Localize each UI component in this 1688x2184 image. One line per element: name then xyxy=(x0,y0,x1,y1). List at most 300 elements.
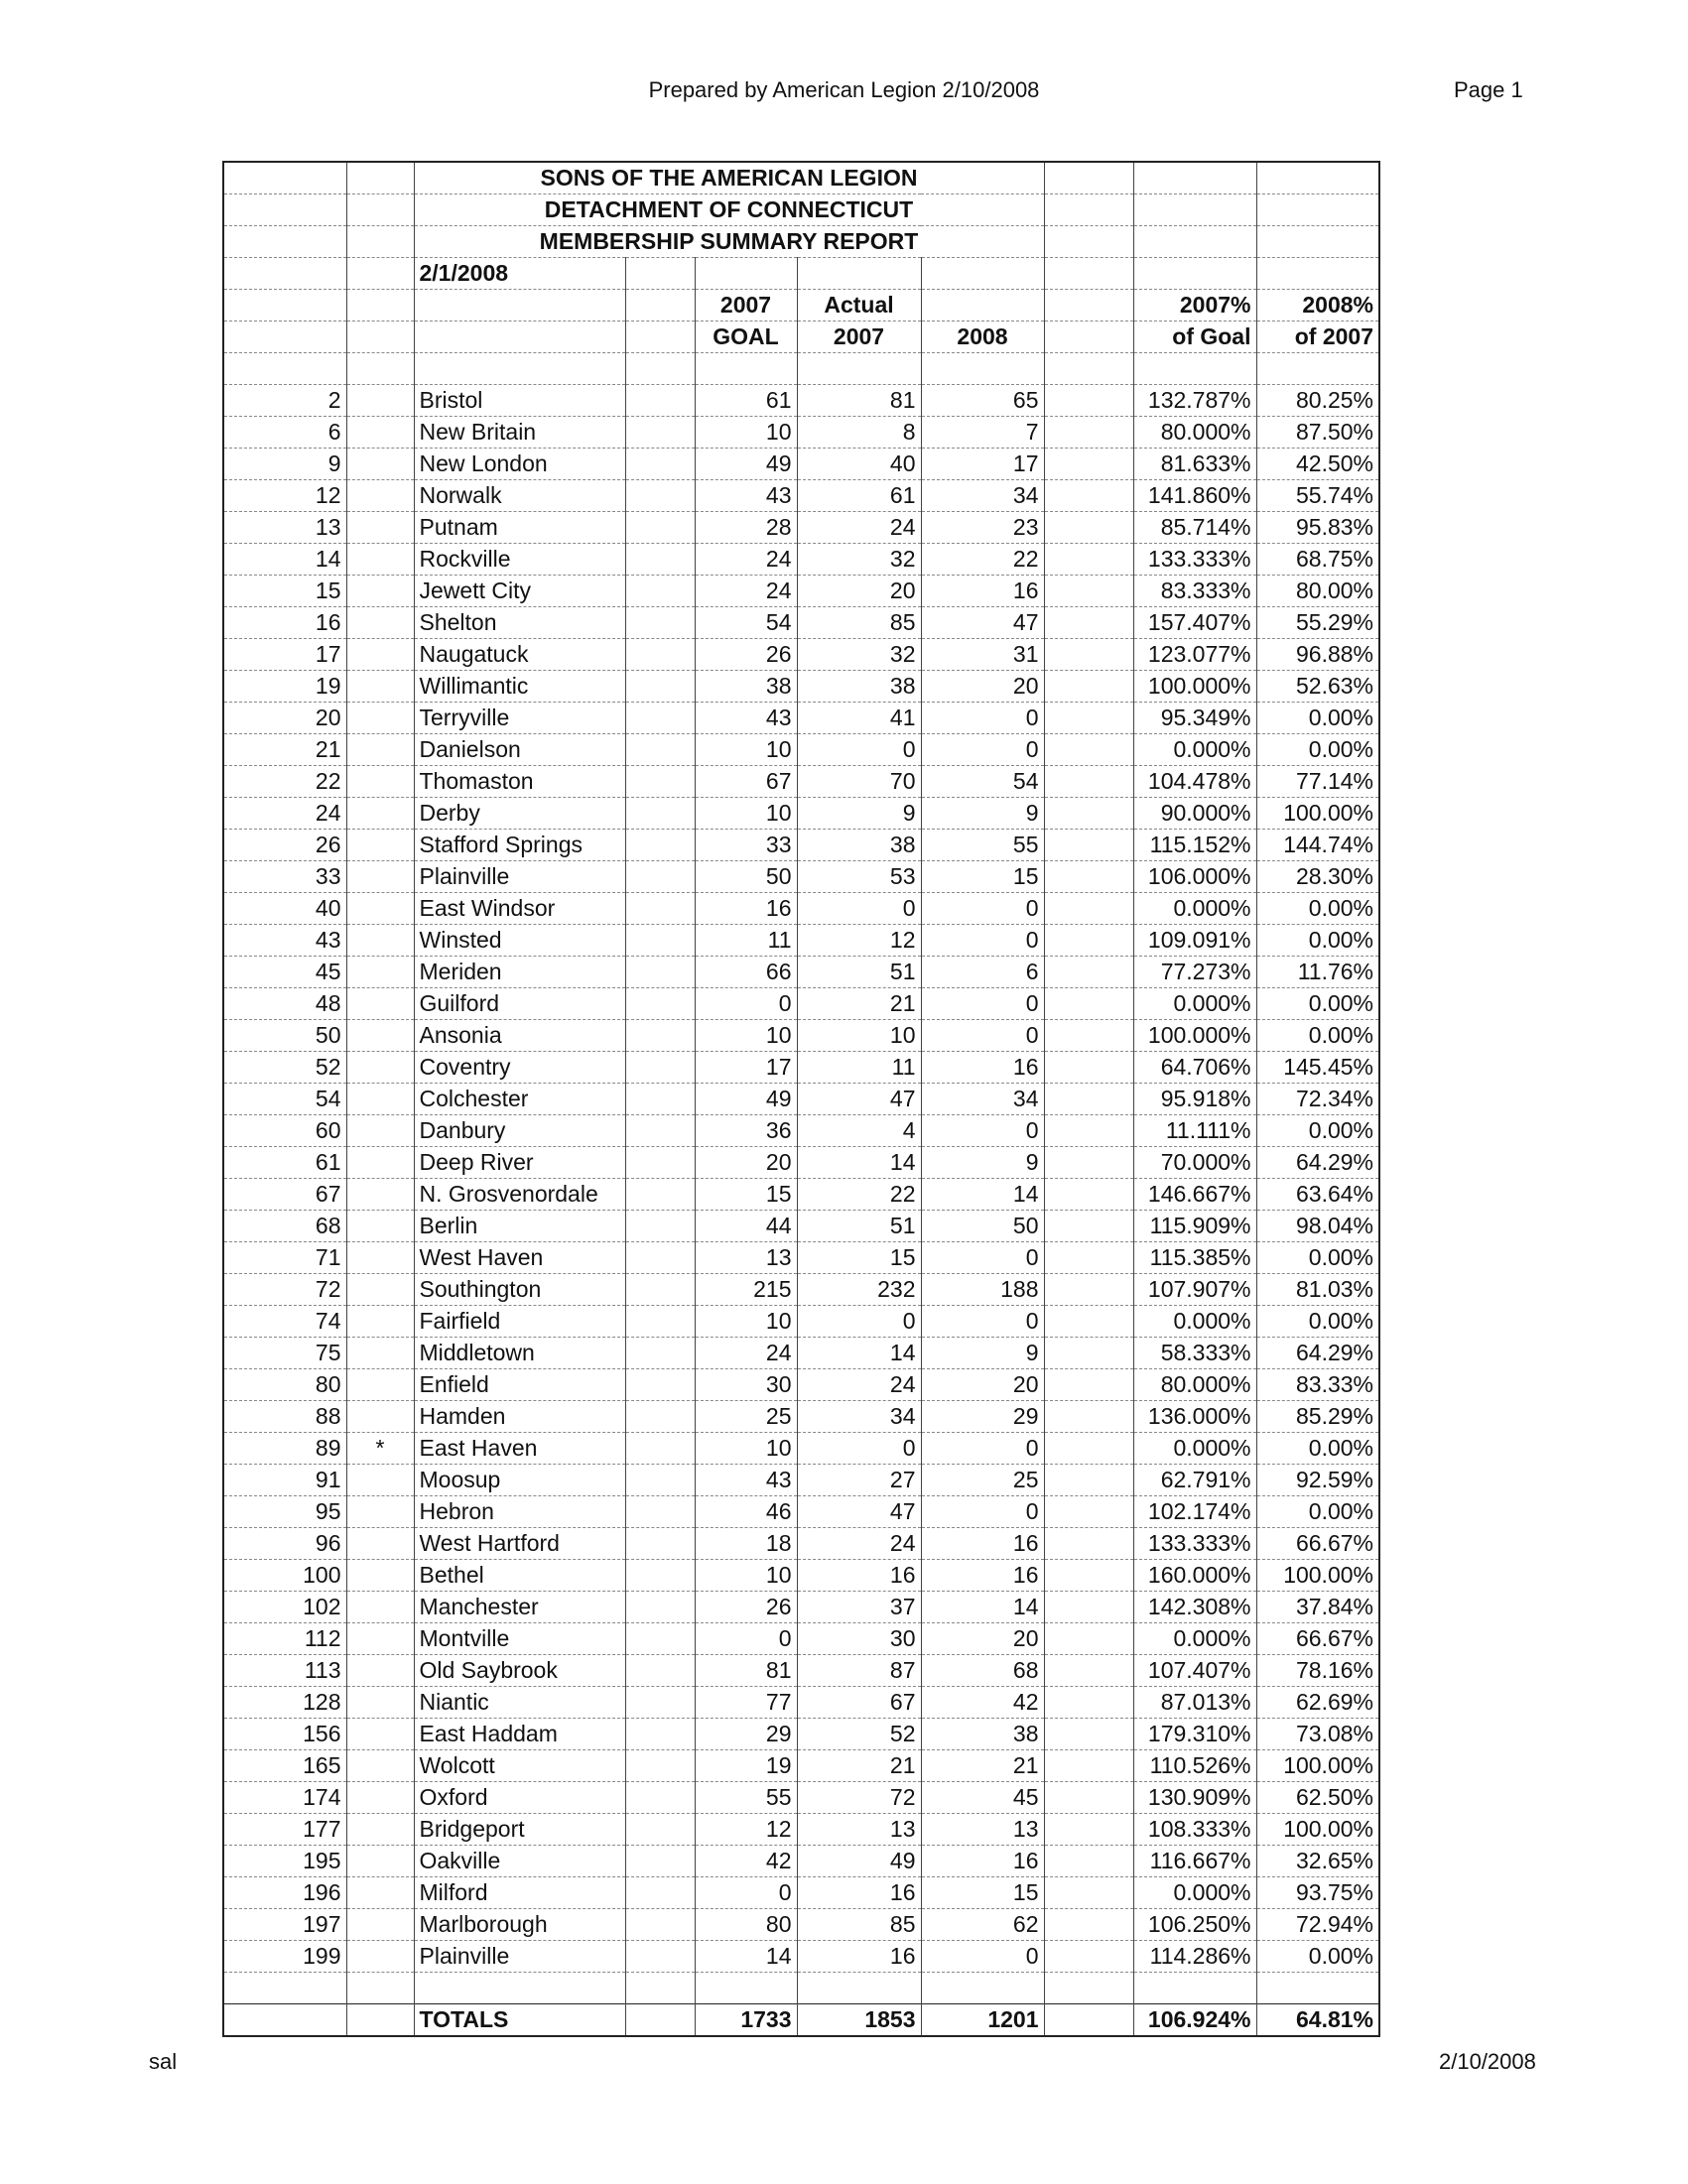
squadron-number: 16 xyxy=(223,607,346,639)
cell xyxy=(1044,1401,1133,1433)
cell xyxy=(1044,1052,1133,1084)
pct-of-goal-value: 141.860% xyxy=(1133,480,1256,512)
pct-of-2007-value: 100.00% xyxy=(1256,1750,1379,1782)
row-marker xyxy=(346,1560,414,1592)
members-2008-value: 15 xyxy=(921,861,1044,893)
squadron-number: 48 xyxy=(223,988,346,1020)
cell xyxy=(1044,576,1133,607)
cell xyxy=(625,417,695,449)
members-2008-value: 0 xyxy=(921,1020,1044,1052)
goal-2007-value: 12 xyxy=(695,1814,797,1846)
members-2008-value: 45 xyxy=(921,1782,1044,1814)
goal-2007-value: 10 xyxy=(695,1306,797,1338)
cell xyxy=(1044,925,1133,957)
table-row xyxy=(223,957,1379,988)
squadron-number: 26 xyxy=(223,830,346,861)
squadron-number: 128 xyxy=(223,1687,346,1719)
squadron-name: Derby xyxy=(414,798,625,830)
cell xyxy=(223,290,346,321)
table-row xyxy=(223,1242,1379,1274)
squadron-number: 15 xyxy=(223,576,346,607)
cell xyxy=(625,1719,695,1750)
table-row xyxy=(223,1846,1379,1877)
row-marker xyxy=(346,607,414,639)
cell xyxy=(346,226,414,258)
cell xyxy=(625,957,695,988)
goal-2007-value: 43 xyxy=(695,480,797,512)
row-marker xyxy=(346,766,414,798)
col-pct-goal-header: of Goal xyxy=(1133,321,1256,353)
pct-of-goal-value: 77.273% xyxy=(1133,957,1256,988)
pct-of-2007-value: 0.00% xyxy=(1256,1306,1379,1338)
pct-of-goal-value: 115.152% xyxy=(1133,830,1256,861)
table-row xyxy=(223,1147,1379,1179)
squadron-name: Danbury xyxy=(414,1115,625,1147)
pct-of-goal-value: 130.909% xyxy=(1133,1782,1256,1814)
members-2008-value: 20 xyxy=(921,1369,1044,1401)
members-2008-value: 55 xyxy=(921,830,1044,861)
cell xyxy=(1044,1687,1133,1719)
cell xyxy=(1133,226,1256,258)
cell xyxy=(625,1211,695,1242)
actual-2007-value: 0 xyxy=(797,1306,921,1338)
col-actual-header: Actual xyxy=(797,290,921,321)
cell xyxy=(625,639,695,671)
cell xyxy=(1044,639,1133,671)
goal-2007-value: 44 xyxy=(695,1211,797,1242)
cell xyxy=(1044,1655,1133,1687)
cell xyxy=(1133,353,1256,385)
goal-2007-value: 28 xyxy=(695,512,797,544)
row-marker xyxy=(346,1306,414,1338)
members-2008-value: 47 xyxy=(921,607,1044,639)
pct-of-goal-value: 58.333% xyxy=(1133,1338,1256,1369)
goal-2007-value: 25 xyxy=(695,1401,797,1433)
squadron-name: Bristol xyxy=(414,385,625,417)
goal-2007-value: 80 xyxy=(695,1909,797,1941)
spacer-row xyxy=(223,353,1379,385)
row-marker xyxy=(346,893,414,925)
row-marker xyxy=(346,1147,414,1179)
cell xyxy=(1044,1973,1133,2004)
row-marker xyxy=(346,1242,414,1274)
squadron-number: 96 xyxy=(223,1528,346,1560)
cell xyxy=(1044,2004,1133,2037)
table-row xyxy=(223,703,1379,734)
row-marker xyxy=(346,1846,414,1877)
actual-2007-value: 34 xyxy=(797,1401,921,1433)
table-row xyxy=(223,1782,1379,1814)
actual-2007-value: 37 xyxy=(797,1592,921,1623)
squadron-name: Winsted xyxy=(414,925,625,957)
cell xyxy=(625,1179,695,1211)
page-number: Page 1 xyxy=(1454,77,1523,102)
squadron-name: Deep River xyxy=(414,1147,625,1179)
cell xyxy=(625,766,695,798)
pct-of-2007-value: 0.00% xyxy=(1256,1242,1379,1274)
actual-2007-value: 53 xyxy=(797,861,921,893)
cell xyxy=(1044,512,1133,544)
actual-2007-value: 30 xyxy=(797,1623,921,1655)
goal-2007-value: 10 xyxy=(695,1433,797,1465)
actual-2007-value: 11 xyxy=(797,1052,921,1084)
squadron-number: 54 xyxy=(223,1084,346,1115)
row-marker: * xyxy=(346,1433,414,1465)
row-marker xyxy=(346,1369,414,1401)
cell xyxy=(223,1973,346,2004)
pct-of-goal-value: 132.787% xyxy=(1133,385,1256,417)
actual-2007-value: 21 xyxy=(797,988,921,1020)
actual-2007-value: 4 xyxy=(797,1115,921,1147)
members-2008-value: 25 xyxy=(921,1465,1044,1496)
goal-2007-value: 29 xyxy=(695,1719,797,1750)
squadron-name: Terryville xyxy=(414,703,625,734)
goal-2007-value: 42 xyxy=(695,1846,797,1877)
cell xyxy=(625,893,695,925)
cell xyxy=(797,353,921,385)
members-2008-value: 15 xyxy=(921,1877,1044,1909)
spacer-row xyxy=(223,1973,1379,2004)
squadron-name: Putnam xyxy=(414,512,625,544)
pct-of-2007-value: 64.29% xyxy=(1256,1338,1379,1369)
members-2008-value: 188 xyxy=(921,1274,1044,1306)
pct-of-2007-value: 0.00% xyxy=(1256,703,1379,734)
pct-of-goal-value: 142.308% xyxy=(1133,1592,1256,1623)
row-marker xyxy=(346,1592,414,1623)
members-2008-value: 14 xyxy=(921,1592,1044,1623)
squadron-number: 95 xyxy=(223,1496,346,1528)
goal-2007-value: 16 xyxy=(695,893,797,925)
cell xyxy=(1044,988,1133,1020)
squadron-name: N. Grosvenordale xyxy=(414,1179,625,1211)
goal-2007-value: 20 xyxy=(695,1147,797,1179)
squadron-name: Bridgeport xyxy=(414,1814,625,1846)
table-row xyxy=(223,1719,1379,1750)
squadron-name: Wolcott xyxy=(414,1750,625,1782)
total-actual-value: 1853 xyxy=(797,2004,921,2037)
pct-of-2007-value: 63.64% xyxy=(1256,1179,1379,1211)
pct-of-goal-value: 179.310% xyxy=(1133,1719,1256,1750)
members-2008-value: 17 xyxy=(921,449,1044,480)
actual-2007-value: 8 xyxy=(797,417,921,449)
cell xyxy=(1044,1750,1133,1782)
row-marker xyxy=(346,1941,414,1973)
cell xyxy=(1044,830,1133,861)
actual-2007-value: 51 xyxy=(797,957,921,988)
cell xyxy=(625,671,695,703)
pct-of-2007-value: 0.00% xyxy=(1256,1941,1379,1973)
cell xyxy=(625,321,695,353)
row-marker xyxy=(346,1401,414,1433)
pct-of-2007-value: 42.50% xyxy=(1256,449,1379,480)
cell xyxy=(625,544,695,576)
cell xyxy=(1044,703,1133,734)
squadron-name: Ansonia xyxy=(414,1020,625,1052)
cell xyxy=(625,258,695,290)
members-2008-value: 42 xyxy=(921,1687,1044,1719)
goal-2007-value: 19 xyxy=(695,1750,797,1782)
goal-2007-value: 43 xyxy=(695,1465,797,1496)
pct-of-2007-value: 80.00% xyxy=(1256,576,1379,607)
pct-of-2007-value: 72.34% xyxy=(1256,1084,1379,1115)
squadron-number: 67 xyxy=(223,1179,346,1211)
goal-2007-value: 14 xyxy=(695,1941,797,1973)
goal-2007-value: 0 xyxy=(695,988,797,1020)
members-2008-value: 0 xyxy=(921,1306,1044,1338)
pct-of-2007-value: 78.16% xyxy=(1256,1655,1379,1687)
squadron-number: 165 xyxy=(223,1750,346,1782)
table-row xyxy=(223,480,1379,512)
members-2008-value: 13 xyxy=(921,1814,1044,1846)
goal-2007-value: 0 xyxy=(695,1623,797,1655)
cell xyxy=(346,258,414,290)
squadron-number: 199 xyxy=(223,1941,346,1973)
cell xyxy=(625,703,695,734)
cell xyxy=(1044,957,1133,988)
cell xyxy=(223,162,346,194)
cell xyxy=(1256,1973,1379,2004)
members-2008-value: 50 xyxy=(921,1211,1044,1242)
pct-of-2007-value: 66.67% xyxy=(1256,1623,1379,1655)
cell xyxy=(625,1052,695,1084)
squadron-name: Hebron xyxy=(414,1496,625,1528)
pct-of-2007-value: 55.29% xyxy=(1256,607,1379,639)
table-row xyxy=(223,893,1379,925)
goal-2007-value: 55 xyxy=(695,1782,797,1814)
cell xyxy=(625,353,695,385)
cell xyxy=(223,258,346,290)
table-row xyxy=(223,1306,1379,1338)
squadron-number: 113 xyxy=(223,1655,346,1687)
table-row xyxy=(223,1115,1379,1147)
members-2008-value: 29 xyxy=(921,1401,1044,1433)
table-row xyxy=(223,1465,1379,1496)
cell xyxy=(625,1909,695,1941)
cell xyxy=(346,353,414,385)
row-marker xyxy=(346,1719,414,1750)
cell xyxy=(625,1814,695,1846)
members-2008-value: 0 xyxy=(921,703,1044,734)
members-2008-value: 34 xyxy=(921,480,1044,512)
goal-2007-value: 46 xyxy=(695,1496,797,1528)
squadron-name: Fairfield xyxy=(414,1306,625,1338)
pct-of-goal-value: 64.706% xyxy=(1133,1052,1256,1084)
pct-of-2007-value: 73.08% xyxy=(1256,1719,1379,1750)
pct-of-goal-value: 0.000% xyxy=(1133,734,1256,766)
squadron-number: 91 xyxy=(223,1465,346,1496)
cell xyxy=(1044,734,1133,766)
pct-of-goal-value: 100.000% xyxy=(1133,1020,1256,1052)
cell xyxy=(1256,353,1379,385)
members-2008-value: 23 xyxy=(921,512,1044,544)
cell xyxy=(625,385,695,417)
row-marker xyxy=(346,1909,414,1941)
goal-2007-value: 54 xyxy=(695,607,797,639)
row-marker xyxy=(346,449,414,480)
actual-2007-value: 49 xyxy=(797,1846,921,1877)
goal-2007-value: 67 xyxy=(695,766,797,798)
pct-of-goal-value: 133.333% xyxy=(1133,1528,1256,1560)
pct-of-goal-value: 160.000% xyxy=(1133,1560,1256,1592)
cell xyxy=(1044,861,1133,893)
actual-2007-value: 41 xyxy=(797,703,921,734)
footer-initials: sal xyxy=(149,2049,178,2074)
table-row xyxy=(223,734,1379,766)
members-2008-value: 0 xyxy=(921,1242,1044,1274)
members-2008-value: 0 xyxy=(921,1433,1044,1465)
squadron-number: 40 xyxy=(223,893,346,925)
actual-2007-value: 85 xyxy=(797,1909,921,1941)
row-marker xyxy=(346,1877,414,1909)
cell xyxy=(695,353,797,385)
squadron-name: Danielson xyxy=(414,734,625,766)
pct-of-2007-value: 92.59% xyxy=(1256,1465,1379,1496)
cell xyxy=(1044,1941,1133,1973)
table-row xyxy=(223,544,1379,576)
title-row xyxy=(223,162,1379,194)
pct-of-2007-value: 72.94% xyxy=(1256,1909,1379,1941)
pct-of-2007-value: 80.25% xyxy=(1256,385,1379,417)
squadron-name: Plainville xyxy=(414,861,625,893)
squadron-name: Marlborough xyxy=(414,1909,625,1941)
col-pct-prev-header: 2008% xyxy=(1256,290,1379,321)
actual-2007-value: 70 xyxy=(797,766,921,798)
squadron-name: Coventry xyxy=(414,1052,625,1084)
table-row xyxy=(223,1211,1379,1242)
column-header-row xyxy=(223,290,1379,321)
pct-of-2007-value: 0.00% xyxy=(1256,893,1379,925)
squadron-name: Meriden xyxy=(414,957,625,988)
members-2008-value: 16 xyxy=(921,1528,1044,1560)
cell xyxy=(625,1941,695,1973)
cell xyxy=(625,1687,695,1719)
cell xyxy=(625,607,695,639)
cell xyxy=(625,1782,695,1814)
pct-of-goal-value: 95.349% xyxy=(1133,703,1256,734)
members-2008-value: 38 xyxy=(921,1719,1044,1750)
members-2008-value: 0 xyxy=(921,1496,1044,1528)
goal-2007-value: 36 xyxy=(695,1115,797,1147)
pct-of-2007-value: 100.00% xyxy=(1256,798,1379,830)
cell xyxy=(797,258,921,290)
pct-of-goal-value: 107.407% xyxy=(1133,1655,1256,1687)
actual-2007-value: 85 xyxy=(797,607,921,639)
cell xyxy=(1044,194,1133,226)
pct-of-goal-value: 157.407% xyxy=(1133,607,1256,639)
pct-of-goal-value: 108.333% xyxy=(1133,1814,1256,1846)
cell xyxy=(1044,1369,1133,1401)
table-row xyxy=(223,1369,1379,1401)
cell xyxy=(223,353,346,385)
cell xyxy=(625,1306,695,1338)
pct-of-2007-value: 68.75% xyxy=(1256,544,1379,576)
cell xyxy=(346,162,414,194)
cell xyxy=(346,194,414,226)
members-2008-value: 54 xyxy=(921,766,1044,798)
goal-2007-value: 49 xyxy=(695,449,797,480)
pct-of-2007-value: 0.00% xyxy=(1256,988,1379,1020)
cell xyxy=(625,798,695,830)
cell xyxy=(921,353,1044,385)
cell xyxy=(625,449,695,480)
table-row xyxy=(223,1877,1379,1909)
members-2008-value: 20 xyxy=(921,671,1044,703)
actual-2007-value: 51 xyxy=(797,1211,921,1242)
pct-of-2007-value: 87.50% xyxy=(1256,417,1379,449)
cell xyxy=(625,988,695,1020)
goal-2007-value: 43 xyxy=(695,703,797,734)
cell xyxy=(1044,1179,1133,1211)
table-row xyxy=(223,1750,1379,1782)
pct-of-2007-value: 0.00% xyxy=(1256,1020,1379,1052)
pct-of-goal-value: 136.000% xyxy=(1133,1401,1256,1433)
cell xyxy=(625,734,695,766)
squadron-name: Norwalk xyxy=(414,480,625,512)
cell xyxy=(695,258,797,290)
goal-2007-value: 30 xyxy=(695,1369,797,1401)
cell xyxy=(625,1465,695,1496)
pct-of-goal-value: 123.077% xyxy=(1133,639,1256,671)
squadron-name: New Britain xyxy=(414,417,625,449)
table-row xyxy=(223,1496,1379,1528)
actual-2007-value: 9 xyxy=(797,798,921,830)
cell xyxy=(625,1973,695,2004)
row-marker xyxy=(346,1814,414,1846)
pct-of-goal-value: 0.000% xyxy=(1133,1433,1256,1465)
squadron-name: Stafford Springs xyxy=(414,830,625,861)
actual-2007-value: 16 xyxy=(797,1877,921,1909)
squadron-name: Shelton xyxy=(414,607,625,639)
row-marker xyxy=(346,925,414,957)
actual-2007-value: 32 xyxy=(797,639,921,671)
row-marker xyxy=(346,417,414,449)
cell xyxy=(625,1401,695,1433)
pct-of-goal-value: 146.667% xyxy=(1133,1179,1256,1211)
squadron-name: East Haddam xyxy=(414,1719,625,1750)
pct-of-2007-value: 98.04% xyxy=(1256,1211,1379,1242)
table-row xyxy=(223,1814,1379,1846)
squadron-name: Old Saybrook xyxy=(414,1655,625,1687)
row-marker xyxy=(346,1052,414,1084)
pct-of-2007-value: 62.69% xyxy=(1256,1687,1379,1719)
cell xyxy=(1044,1211,1133,1242)
cell xyxy=(1133,162,1256,194)
goal-2007-value: 13 xyxy=(695,1242,797,1274)
cell xyxy=(625,1338,695,1369)
table-row xyxy=(223,1560,1379,1592)
cell xyxy=(625,1528,695,1560)
cell xyxy=(1044,162,1133,194)
pct-of-goal-value: 102.174% xyxy=(1133,1496,1256,1528)
cell xyxy=(625,1115,695,1147)
members-2008-value: 0 xyxy=(921,988,1044,1020)
squadron-name: Moosup xyxy=(414,1465,625,1496)
squadron-number: 12 xyxy=(223,480,346,512)
cell xyxy=(625,1496,695,1528)
table-row xyxy=(223,512,1379,544)
cell xyxy=(1044,480,1133,512)
cell xyxy=(1256,226,1379,258)
goal-2007-value: 61 xyxy=(695,385,797,417)
squadron-number: 6 xyxy=(223,417,346,449)
members-2008-value: 0 xyxy=(921,925,1044,957)
cell xyxy=(1044,1274,1133,1306)
cell xyxy=(625,1369,695,1401)
goal-2007-value: 24 xyxy=(695,544,797,576)
actual-2007-value: 232 xyxy=(797,1274,921,1306)
cell xyxy=(223,2004,346,2037)
pct-of-goal-value: 0.000% xyxy=(1133,988,1256,1020)
